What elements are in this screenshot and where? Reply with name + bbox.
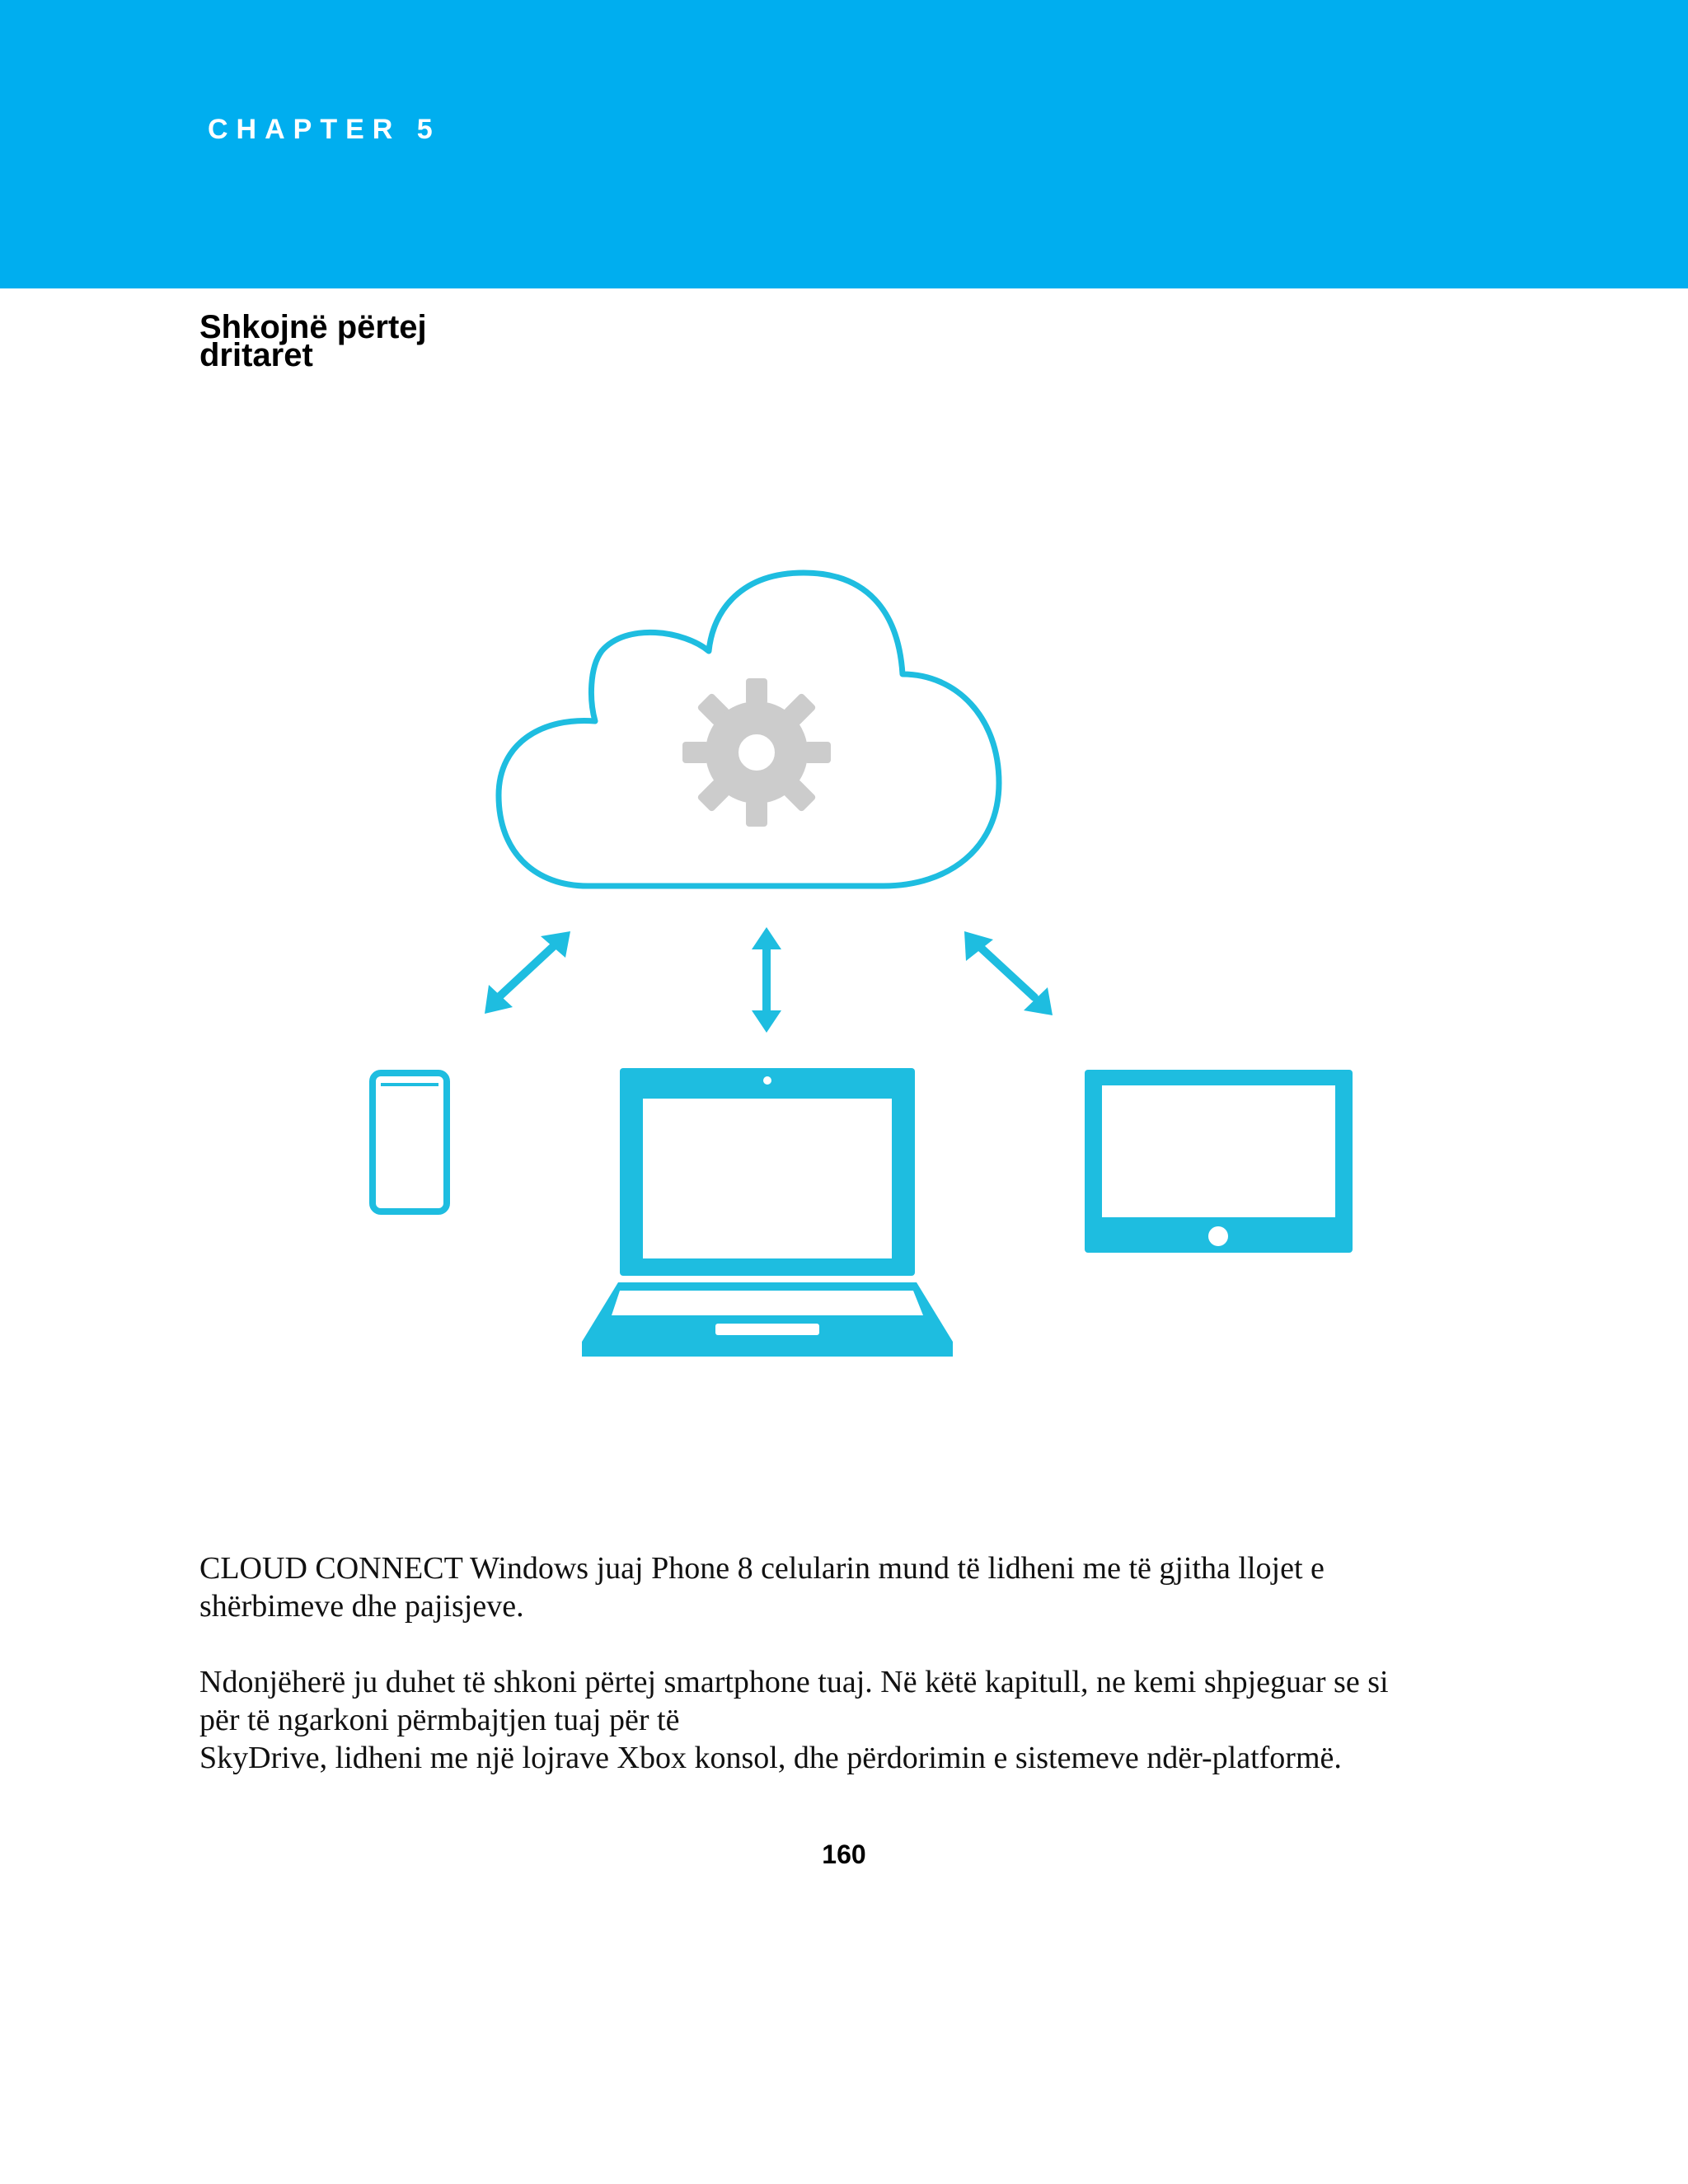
paragraph1-line1: CLOUD CONNECT Windows juaj Phone 8 celularin mund të lidheni me të gjitha llojet e — [199, 1551, 1325, 1586]
paragraph-beyond-smartphone — [199, 1663, 1485, 1777]
chapter-header-band — [0, 0, 1688, 288]
tablet-icon — [1085, 1070, 1353, 1253]
paragraph-cloud-connect — [199, 1549, 1485, 1625]
chapter-label: CHAPTER 5 — [208, 114, 441, 145]
center-double-arrow-icon — [752, 927, 781, 1033]
page-number: 160 — [822, 1840, 866, 1869]
laptop-icon — [582, 1068, 953, 1357]
section-title-line2: dritaret — [199, 337, 313, 373]
paragraph2-line2: për të ngarkoni përmbajtjen tuaj për të — [199, 1703, 680, 1737]
paragraph2-line1: Ndonjëherë ju duhet të shkoni përtej smartphone tuaj. Në këtë kapitull, ne kemi shpjeguar se si — [199, 1665, 1389, 1699]
phone-icon — [373, 1073, 447, 1212]
body-text — [199, 1549, 1485, 1777]
right-double-arrow-icon — [964, 931, 1053, 1015]
cloud-devices-illustration — [288, 536, 1442, 1401]
gear-icon — [682, 678, 831, 827]
paragraph2-line3: SkyDrive, lidheni me një lojrave Xbox konsol, dhe përdorimin e sistemeve ndër-platformë. — [199, 1741, 1342, 1775]
section-title — [199, 309, 427, 373]
paragraph1-line2: shërbimeve dhe pajisjeve. — [199, 1589, 524, 1624]
left-double-arrow-icon — [485, 931, 570, 1014]
section-title-line1: Shkojnë përtej — [199, 309, 427, 345]
